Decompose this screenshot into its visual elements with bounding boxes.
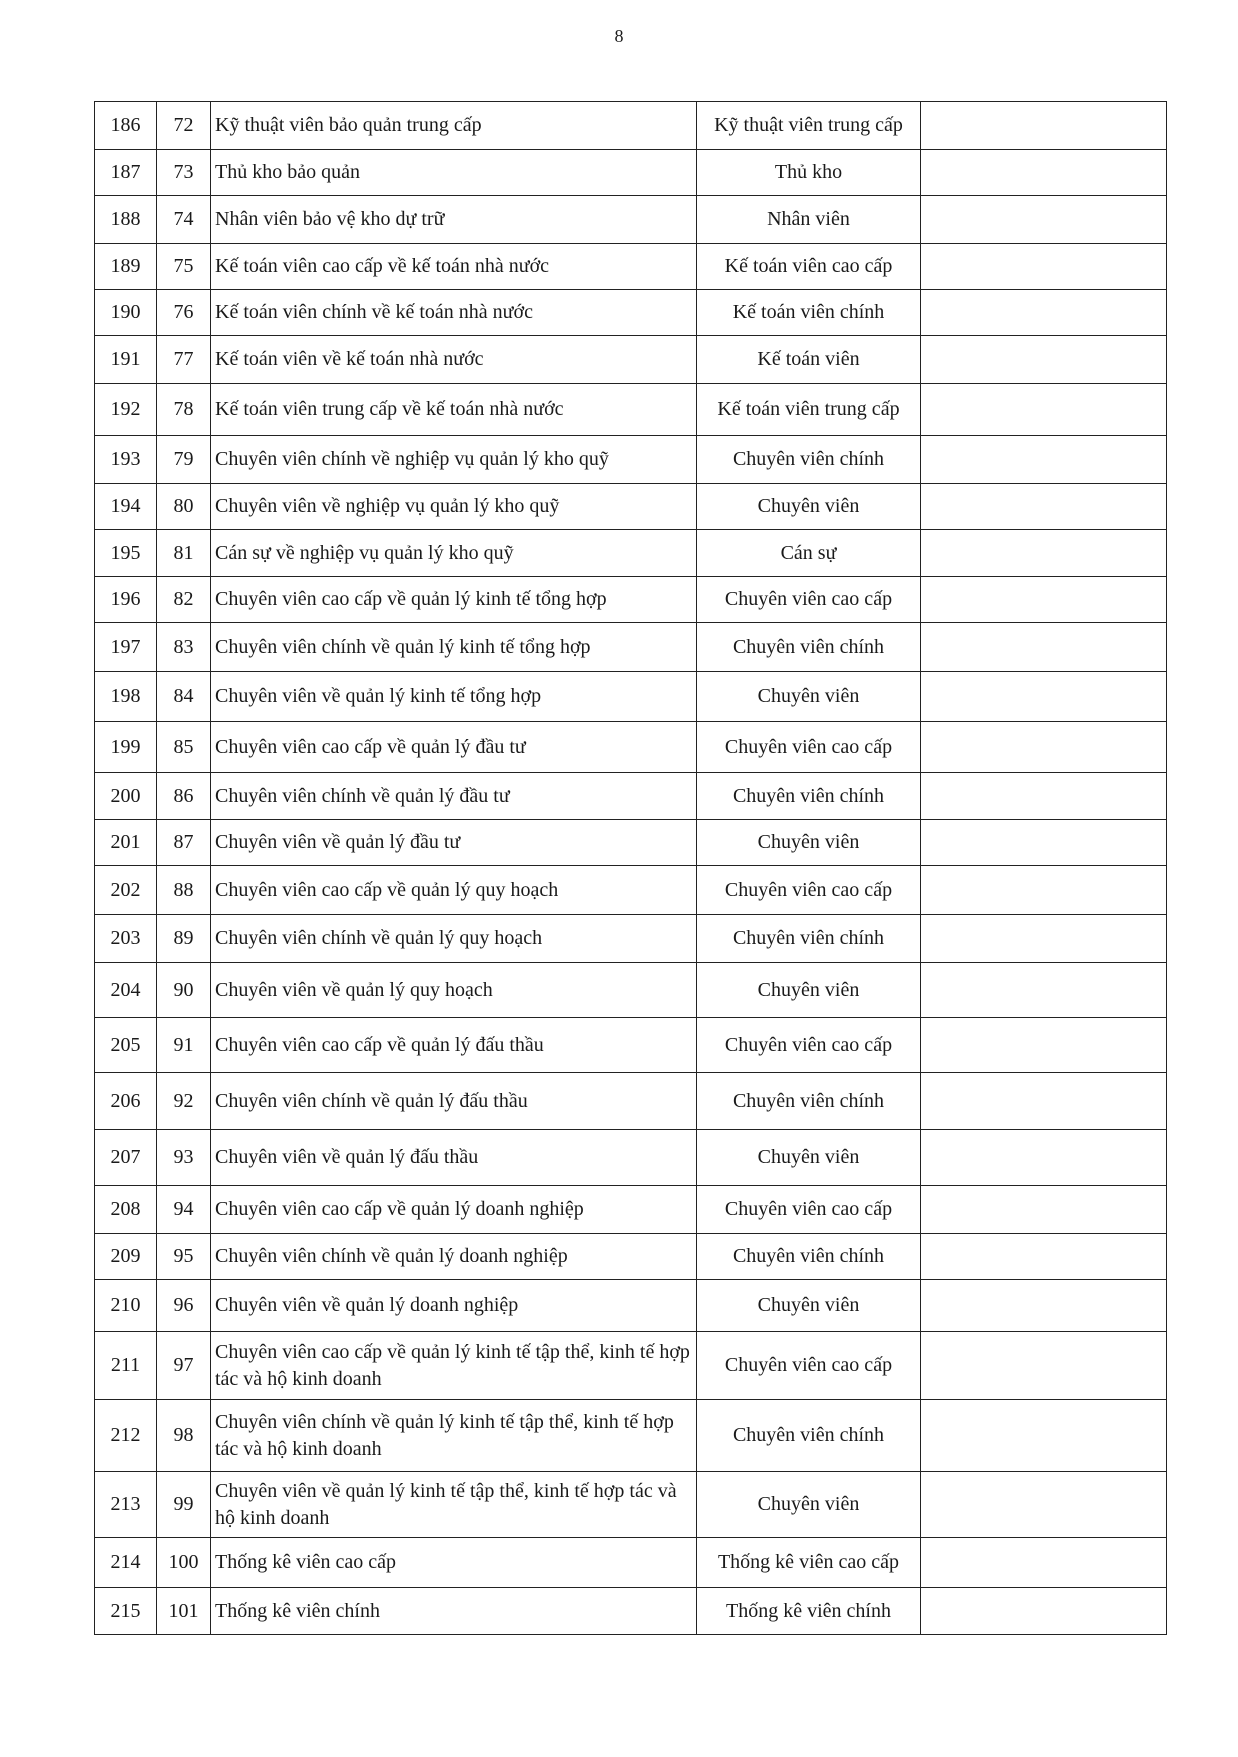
row-index-cell: 201 — [95, 820, 157, 866]
row-index-cell: 195 — [95, 530, 157, 577]
note-cell — [921, 384, 1167, 436]
note-cell — [921, 150, 1167, 196]
position-name-cell: Chuyên viên cao cấp về quản lý quy hoạch — [211, 866, 697, 915]
table-row — [95, 1332, 1167, 1400]
position-name-cell: Thủ kho bảo quản — [211, 150, 697, 196]
row-index-cell: 212 — [95, 1400, 157, 1472]
note-cell — [921, 915, 1167, 963]
rank-cell: Chuyên viên chính — [697, 436, 921, 484]
position-name-cell: Chuyên viên chính về quản lý doanh nghiệp — [211, 1234, 697, 1280]
row-index-cell: 198 — [95, 672, 157, 722]
note-cell — [921, 820, 1167, 866]
row-number-cell: 94 — [157, 1186, 211, 1234]
note-cell — [921, 1472, 1167, 1538]
note-cell — [921, 196, 1167, 244]
row-index-cell: 193 — [95, 436, 157, 484]
row-number-cell: 97 — [157, 1332, 211, 1400]
note-cell — [921, 1234, 1167, 1280]
note-cell — [921, 1332, 1167, 1400]
page-number: 8 — [614, 26, 624, 46]
position-name-cell: Kế toán viên trung cấp về kế toán nhà nước — [211, 384, 697, 436]
table-row — [95, 1073, 1167, 1130]
row-index-cell: 192 — [95, 384, 157, 436]
row-number-cell: 85 — [157, 722, 211, 773]
position-name-cell: Chuyên viên chính về quản lý đấu thầu — [211, 1073, 697, 1130]
rank-cell: Chuyên viên chính — [697, 1234, 921, 1280]
rank-cell: Chuyên viên chính — [697, 915, 921, 963]
position-name-cell: Thống kê viên cao cấp — [211, 1538, 697, 1588]
table-body — [95, 102, 1167, 1635]
table-row — [95, 1472, 1167, 1538]
row-index-cell: 188 — [95, 196, 157, 244]
rank-cell: Chuyên viên cao cấp — [697, 866, 921, 915]
note-cell — [921, 290, 1167, 336]
rank-cell: Kế toán viên cao cấp — [697, 244, 921, 290]
row-index-cell: 202 — [95, 866, 157, 915]
position-name-cell: Chuyên viên chính về nghiệp vụ quản lý kho quỹ — [211, 436, 697, 484]
row-index-cell: 205 — [95, 1018, 157, 1073]
note-cell — [921, 336, 1167, 384]
position-name-cell: Kế toán viên về kế toán nhà nước — [211, 336, 697, 384]
row-number-cell: 92 — [157, 1073, 211, 1130]
position-name-cell: Chuyên viên về nghiệp vụ quản lý kho quỹ — [211, 484, 697, 530]
position-name-cell: Chuyên viên chính về quản lý kinh tế tổng hợp — [211, 623, 697, 672]
row-index-cell: 203 — [95, 915, 157, 963]
row-index-cell: 197 — [95, 623, 157, 672]
table-row — [95, 244, 1167, 290]
rank-cell: Chuyên viên cao cấp — [697, 1018, 921, 1073]
table-row — [95, 1588, 1167, 1635]
row-number-cell: 96 — [157, 1280, 211, 1332]
table-row — [95, 672, 1167, 722]
table-row — [95, 336, 1167, 384]
rank-cell: Chuyên viên chính — [697, 623, 921, 672]
rank-cell: Chuyên viên — [697, 963, 921, 1018]
rank-cell: Chuyên viên chính — [697, 1073, 921, 1130]
row-index-cell: 208 — [95, 1186, 157, 1234]
rank-cell: Kế toán viên — [697, 336, 921, 384]
row-number-cell: 75 — [157, 244, 211, 290]
row-number-cell: 98 — [157, 1400, 211, 1472]
row-number-cell: 87 — [157, 820, 211, 866]
row-number-cell: 93 — [157, 1130, 211, 1186]
note-cell — [921, 672, 1167, 722]
rank-cell: Chuyên viên — [697, 1472, 921, 1538]
rank-cell: Chuyên viên — [697, 820, 921, 866]
table-row — [95, 102, 1167, 150]
row-number-cell: 90 — [157, 963, 211, 1018]
rank-cell: Chuyên viên — [697, 672, 921, 722]
table-row — [95, 290, 1167, 336]
row-index-cell: 196 — [95, 577, 157, 623]
row-number-cell: 101 — [157, 1588, 211, 1635]
row-number-cell: 99 — [157, 1472, 211, 1538]
table-row — [95, 1280, 1167, 1332]
note-cell — [921, 530, 1167, 577]
position-name-cell: Chuyên viên về quản lý kinh tế tập thể, kinh tế hợp tác và hộ kinh doanh — [211, 1472, 697, 1538]
rank-cell: Kế toán viên chính — [697, 290, 921, 336]
position-name-cell: Thống kê viên chính — [211, 1588, 697, 1635]
row-number-cell: 84 — [157, 672, 211, 722]
position-name-cell: Chuyên viên chính về quản lý đầu tư — [211, 773, 697, 820]
row-index-cell: 200 — [95, 773, 157, 820]
table-row — [95, 866, 1167, 915]
position-name-cell: Kế toán viên cao cấp về kế toán nhà nước — [211, 244, 697, 290]
table-row — [95, 1186, 1167, 1234]
note-cell — [921, 963, 1167, 1018]
note-cell — [921, 577, 1167, 623]
position-name-cell: Chuyên viên về quản lý doanh nghiệp — [211, 1280, 697, 1332]
table-row — [95, 436, 1167, 484]
note-cell — [921, 1538, 1167, 1588]
row-number-cell: 76 — [157, 290, 211, 336]
position-name-cell: Chuyên viên về quản lý đấu thầu — [211, 1130, 697, 1186]
position-name-cell: Chuyên viên về quản lý quy hoạch — [211, 963, 697, 1018]
table-row — [95, 577, 1167, 623]
table-row — [95, 530, 1167, 577]
row-number-cell: 83 — [157, 623, 211, 672]
row-number-cell: 88 — [157, 866, 211, 915]
table-row — [95, 1018, 1167, 1073]
rank-cell: Chuyên viên cao cấp — [697, 722, 921, 773]
row-index-cell: 206 — [95, 1073, 157, 1130]
rank-cell: Chuyên viên cao cấp — [697, 1332, 921, 1400]
row-index-cell: 214 — [95, 1538, 157, 1588]
row-number-cell: 73 — [157, 150, 211, 196]
row-number-cell: 74 — [157, 196, 211, 244]
table-row — [95, 1234, 1167, 1280]
note-cell — [921, 1400, 1167, 1472]
table-row — [95, 623, 1167, 672]
table-row — [95, 773, 1167, 820]
table-row — [95, 963, 1167, 1018]
position-name-cell: Chuyên viên về quản lý kinh tế tổng hợp — [211, 672, 697, 722]
rank-cell: Cán sự — [697, 530, 921, 577]
position-name-cell: Chuyên viên về quản lý đầu tư — [211, 820, 697, 866]
position-name-cell: Chuyên viên cao cấp về quản lý kinh tế tập thể, kinh tế hợp tác và hộ kinh doanh — [211, 1332, 697, 1400]
note-cell — [921, 484, 1167, 530]
rank-cell: Kế toán viên trung cấp — [697, 384, 921, 436]
rank-cell: Thống kê viên chính — [697, 1588, 921, 1635]
note-cell — [921, 773, 1167, 820]
row-number-cell: 81 — [157, 530, 211, 577]
rank-cell: Chuyên viên chính — [697, 1400, 921, 1472]
row-index-cell: 187 — [95, 150, 157, 196]
note-cell — [921, 1130, 1167, 1186]
rank-cell: Kỹ thuật viên trung cấp — [697, 102, 921, 150]
note-cell — [921, 1018, 1167, 1073]
row-number-cell: 89 — [157, 915, 211, 963]
row-index-cell: 215 — [95, 1588, 157, 1635]
table-row — [95, 915, 1167, 963]
table-row — [95, 196, 1167, 244]
row-index-cell: 209 — [95, 1234, 157, 1280]
table-row — [95, 820, 1167, 866]
table-row — [95, 484, 1167, 530]
row-index-cell: 194 — [95, 484, 157, 530]
table-row — [95, 1538, 1167, 1588]
row-number-cell: 82 — [157, 577, 211, 623]
row-index-cell: 211 — [95, 1332, 157, 1400]
table-row — [95, 1130, 1167, 1186]
row-index-cell: 191 — [95, 336, 157, 384]
note-cell — [921, 1588, 1167, 1635]
positions-table — [94, 101, 1167, 1635]
rank-cell: Thủ kho — [697, 150, 921, 196]
rank-cell: Chuyên viên — [697, 1280, 921, 1332]
note-cell — [921, 1280, 1167, 1332]
position-name-cell: Chuyên viên cao cấp về quản lý kinh tế tổng hợp — [211, 577, 697, 623]
rank-cell: Nhân viên — [697, 196, 921, 244]
position-name-cell: Chuyên viên chính về quản lý kinh tế tập thể, kinh tế hợp tác và hộ kinh doanh — [211, 1400, 697, 1472]
row-number-cell: 100 — [157, 1538, 211, 1588]
rank-cell: Chuyên viên cao cấp — [697, 1186, 921, 1234]
rank-cell: Chuyên viên — [697, 1130, 921, 1186]
note-cell — [921, 102, 1167, 150]
table-row — [95, 722, 1167, 773]
rank-cell: Chuyên viên cao cấp — [697, 577, 921, 623]
note-cell — [921, 1186, 1167, 1234]
note-cell — [921, 866, 1167, 915]
note-cell — [921, 436, 1167, 484]
row-index-cell: 186 — [95, 102, 157, 150]
position-name-cell: Kế toán viên chính về kế toán nhà nước — [211, 290, 697, 336]
position-name-cell: Kỹ thuật viên bảo quản trung cấp — [211, 102, 697, 150]
position-name-cell: Chuyên viên cao cấp về quản lý đầu tư — [211, 722, 697, 773]
position-name-cell: Chuyên viên cao cấp về quản lý doanh nghiệp — [211, 1186, 697, 1234]
row-number-cell: 79 — [157, 436, 211, 484]
table-row — [95, 384, 1167, 436]
position-name-cell: Chuyên viên chính về quản lý quy hoạch — [211, 915, 697, 963]
note-cell — [921, 244, 1167, 290]
row-number-cell: 80 — [157, 484, 211, 530]
table-row — [95, 150, 1167, 196]
row-index-cell: 210 — [95, 1280, 157, 1332]
table-row — [95, 1400, 1167, 1472]
row-index-cell: 213 — [95, 1472, 157, 1538]
row-number-cell: 77 — [157, 336, 211, 384]
position-name-cell: Cán sự về nghiệp vụ quản lý kho quỹ — [211, 530, 697, 577]
row-index-cell: 190 — [95, 290, 157, 336]
row-number-cell: 91 — [157, 1018, 211, 1073]
rank-cell: Chuyên viên — [697, 484, 921, 530]
row-number-cell: 72 — [157, 102, 211, 150]
note-cell — [921, 722, 1167, 773]
note-cell — [921, 623, 1167, 672]
row-index-cell: 199 — [95, 722, 157, 773]
row-index-cell: 189 — [95, 244, 157, 290]
rank-cell: Thống kê viên cao cấp — [697, 1538, 921, 1588]
row-index-cell: 207 — [95, 1130, 157, 1186]
row-index-cell: 204 — [95, 963, 157, 1018]
row-number-cell: 78 — [157, 384, 211, 436]
row-number-cell: 95 — [157, 1234, 211, 1280]
rank-cell: Chuyên viên chính — [697, 773, 921, 820]
note-cell — [921, 1073, 1167, 1130]
position-name-cell: Chuyên viên cao cấp về quản lý đấu thầu — [211, 1018, 697, 1073]
row-number-cell: 86 — [157, 773, 211, 820]
position-name-cell: Nhân viên bảo vệ kho dự trữ — [211, 196, 697, 244]
